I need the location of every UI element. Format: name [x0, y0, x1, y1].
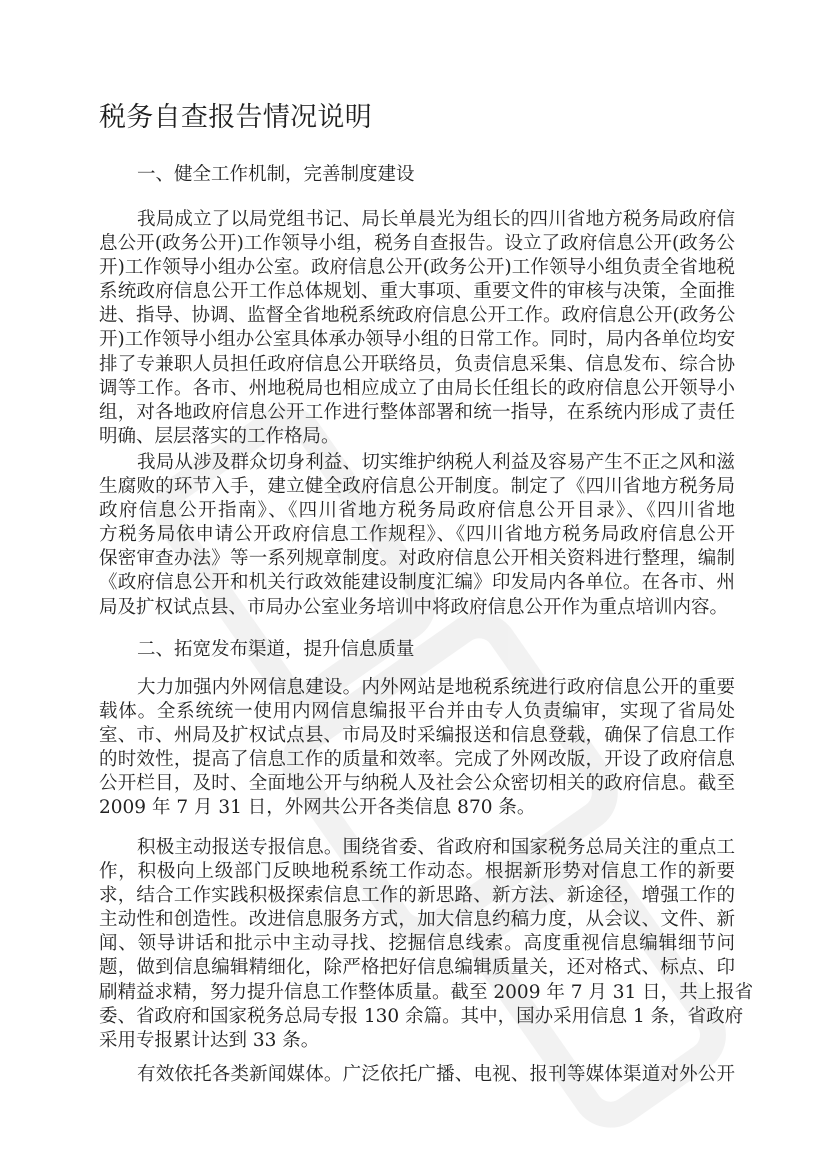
- paragraph-line: 明确、层层落实的工作格局。: [99, 425, 340, 447]
- paragraph-line: 排了专兼职人员担任政府信息公开联络员，负责信息采集、信息发布、综合协: [99, 353, 735, 375]
- paragraph-line: 积极主动报送专报信息。围绕省委、省政府和国家税务总局关注的重点工: [137, 837, 735, 858]
- paragraph-line: 我局成立了以局党组书记、局长单晨光为组长的四川省地方税务局政府信: [137, 209, 735, 230]
- paragraph-line: 采用专报累计达到 33 条。: [99, 1029, 320, 1051]
- paragraph-line: 保密审查办法》等一系列规章制度。对政府信息公开相关资料进行整理，编制: [99, 548, 735, 570]
- paragraph-line: 政府信息公开指南》、《四川省地方税务局政府信息公开目录》、《四川省地: [99, 500, 735, 522]
- paragraph-line: 生腐败的环节入手，建立健全政府信息公开制度。制定了《四川省地方税务局: [99, 476, 735, 498]
- paragraph-line: 公开栏目，及时、全面地公开与纳税人及社会公众密切相关的政府信息。截至: [99, 773, 735, 795]
- paragraph-line: 求，结合工作实践积极探索信息工作的新思路、新方法、新途径，增强工作的: [99, 885, 735, 907]
- paragraph-line: 《政府信息公开和机关行政效能建设制度汇编》印发局内各单位。在各市、州: [99, 572, 735, 594]
- paragraph-line: 2009 年 7 月 31 日，外网共公开各类信息 870 条。: [99, 797, 536, 819]
- paragraph-line: 室、市、州局及扩权试点县、市局及时采编报送和信息登载，确保了信息工作: [99, 725, 735, 747]
- paragraph-line: 题，做到信息编辑精细化，除严格把好信息编辑质量关，还对格式、标点、印: [99, 957, 735, 979]
- paragraph-line: 息公开(政务公开)工作领导小组，税务自查报告。设立了政府信息公开(政务公: [99, 233, 735, 255]
- paragraph-line: 调等工作。各市、州地税局也相应成立了由局长任组长的政府信息公开领导小: [99, 377, 735, 399]
- paragraph-line: 闻、领导讲话和批示中主动寻找、挖掘信息线索。高度重视信息编辑细节问: [99, 933, 735, 955]
- paragraph: [99, 836, 754, 1053]
- paragraph-line: 主动性和创造性。改进信息服务方式，加大信息约稿力度，从会议、文件、新: [99, 909, 735, 931]
- section-heading-1: 一、健全工作机制，完善制度建设: [137, 164, 415, 185]
- paragraph-line: 局及扩权试点县、市局办公室业务培训中将政府信息公开作为重点培训内容。: [99, 596, 729, 618]
- paragraph-line: 组，对各地政府信息公开工作进行整体部署和统一指导，在系统内形成了责任: [99, 401, 735, 423]
- section-heading-2: 二、拓宽发布渠道，提升信息质量: [137, 639, 415, 660]
- paragraph-line: 委、省政府和国家税务总局专报 130 余篇。其中，国办采用信息 1 条，省政府: [99, 1005, 744, 1027]
- paragraph-line: 开)工作领导小组办公室。政府信息公开(政务公开)工作领导小组负责全省地税: [99, 257, 735, 279]
- paragraph: [99, 1063, 735, 1087]
- paragraph: [99, 676, 735, 821]
- paragraph-line: 刷精益求精，努力提升信息工作整体质量。截至 2009 年 7 月 31 日，共上报省: [99, 981, 754, 1003]
- document-title: 税务自查报告情况说明: [99, 102, 372, 133]
- paragraph-line: 载体。全系统统一使用内网信息编报平台并由专人负责编审，实现了省局处: [99, 701, 735, 723]
- paragraph-line: 我局从涉及群众切身利益、切实维护纳税人利益及容易产生不正之风和滋: [137, 452, 735, 473]
- paragraph-line: 大力加强内外网信息建设。内外网站是地税系统进行政府信息公开的重要: [137, 677, 735, 698]
- paragraph-line: 有效依托各类新闻媒体。广泛依托广播、电视、报刊等媒体渠道对外公开: [137, 1064, 735, 1085]
- paragraph-line: 方税务局依申请公开政府信息工作规程》、《四川省地方税务局政府信息公开: [99, 524, 735, 546]
- paragraph: [99, 208, 735, 449]
- paragraph-line: 进、指导、协调、监督全省地税系统政府信息公开工作。政府信息公开(政务公: [99, 305, 736, 327]
- paragraph-line: 开)工作领导小组办公室具体承办领导小组的日常工作。同时，局内各单位均安: [99, 329, 736, 351]
- paragraph-line: 的时效性，提高了信息工作的质量和效率。完成了外网改版，开设了政府信息: [99, 749, 735, 771]
- paragraph-line: 系统政府信息公开工作总体规划、重大事项、重要文件的审核与决策，全面推: [99, 281, 735, 303]
- paragraph-line: 作，积极向上级部门反映地税系统工作动态。根据新形势对信息工作的新要: [99, 861, 735, 883]
- paragraph: [99, 451, 735, 620]
